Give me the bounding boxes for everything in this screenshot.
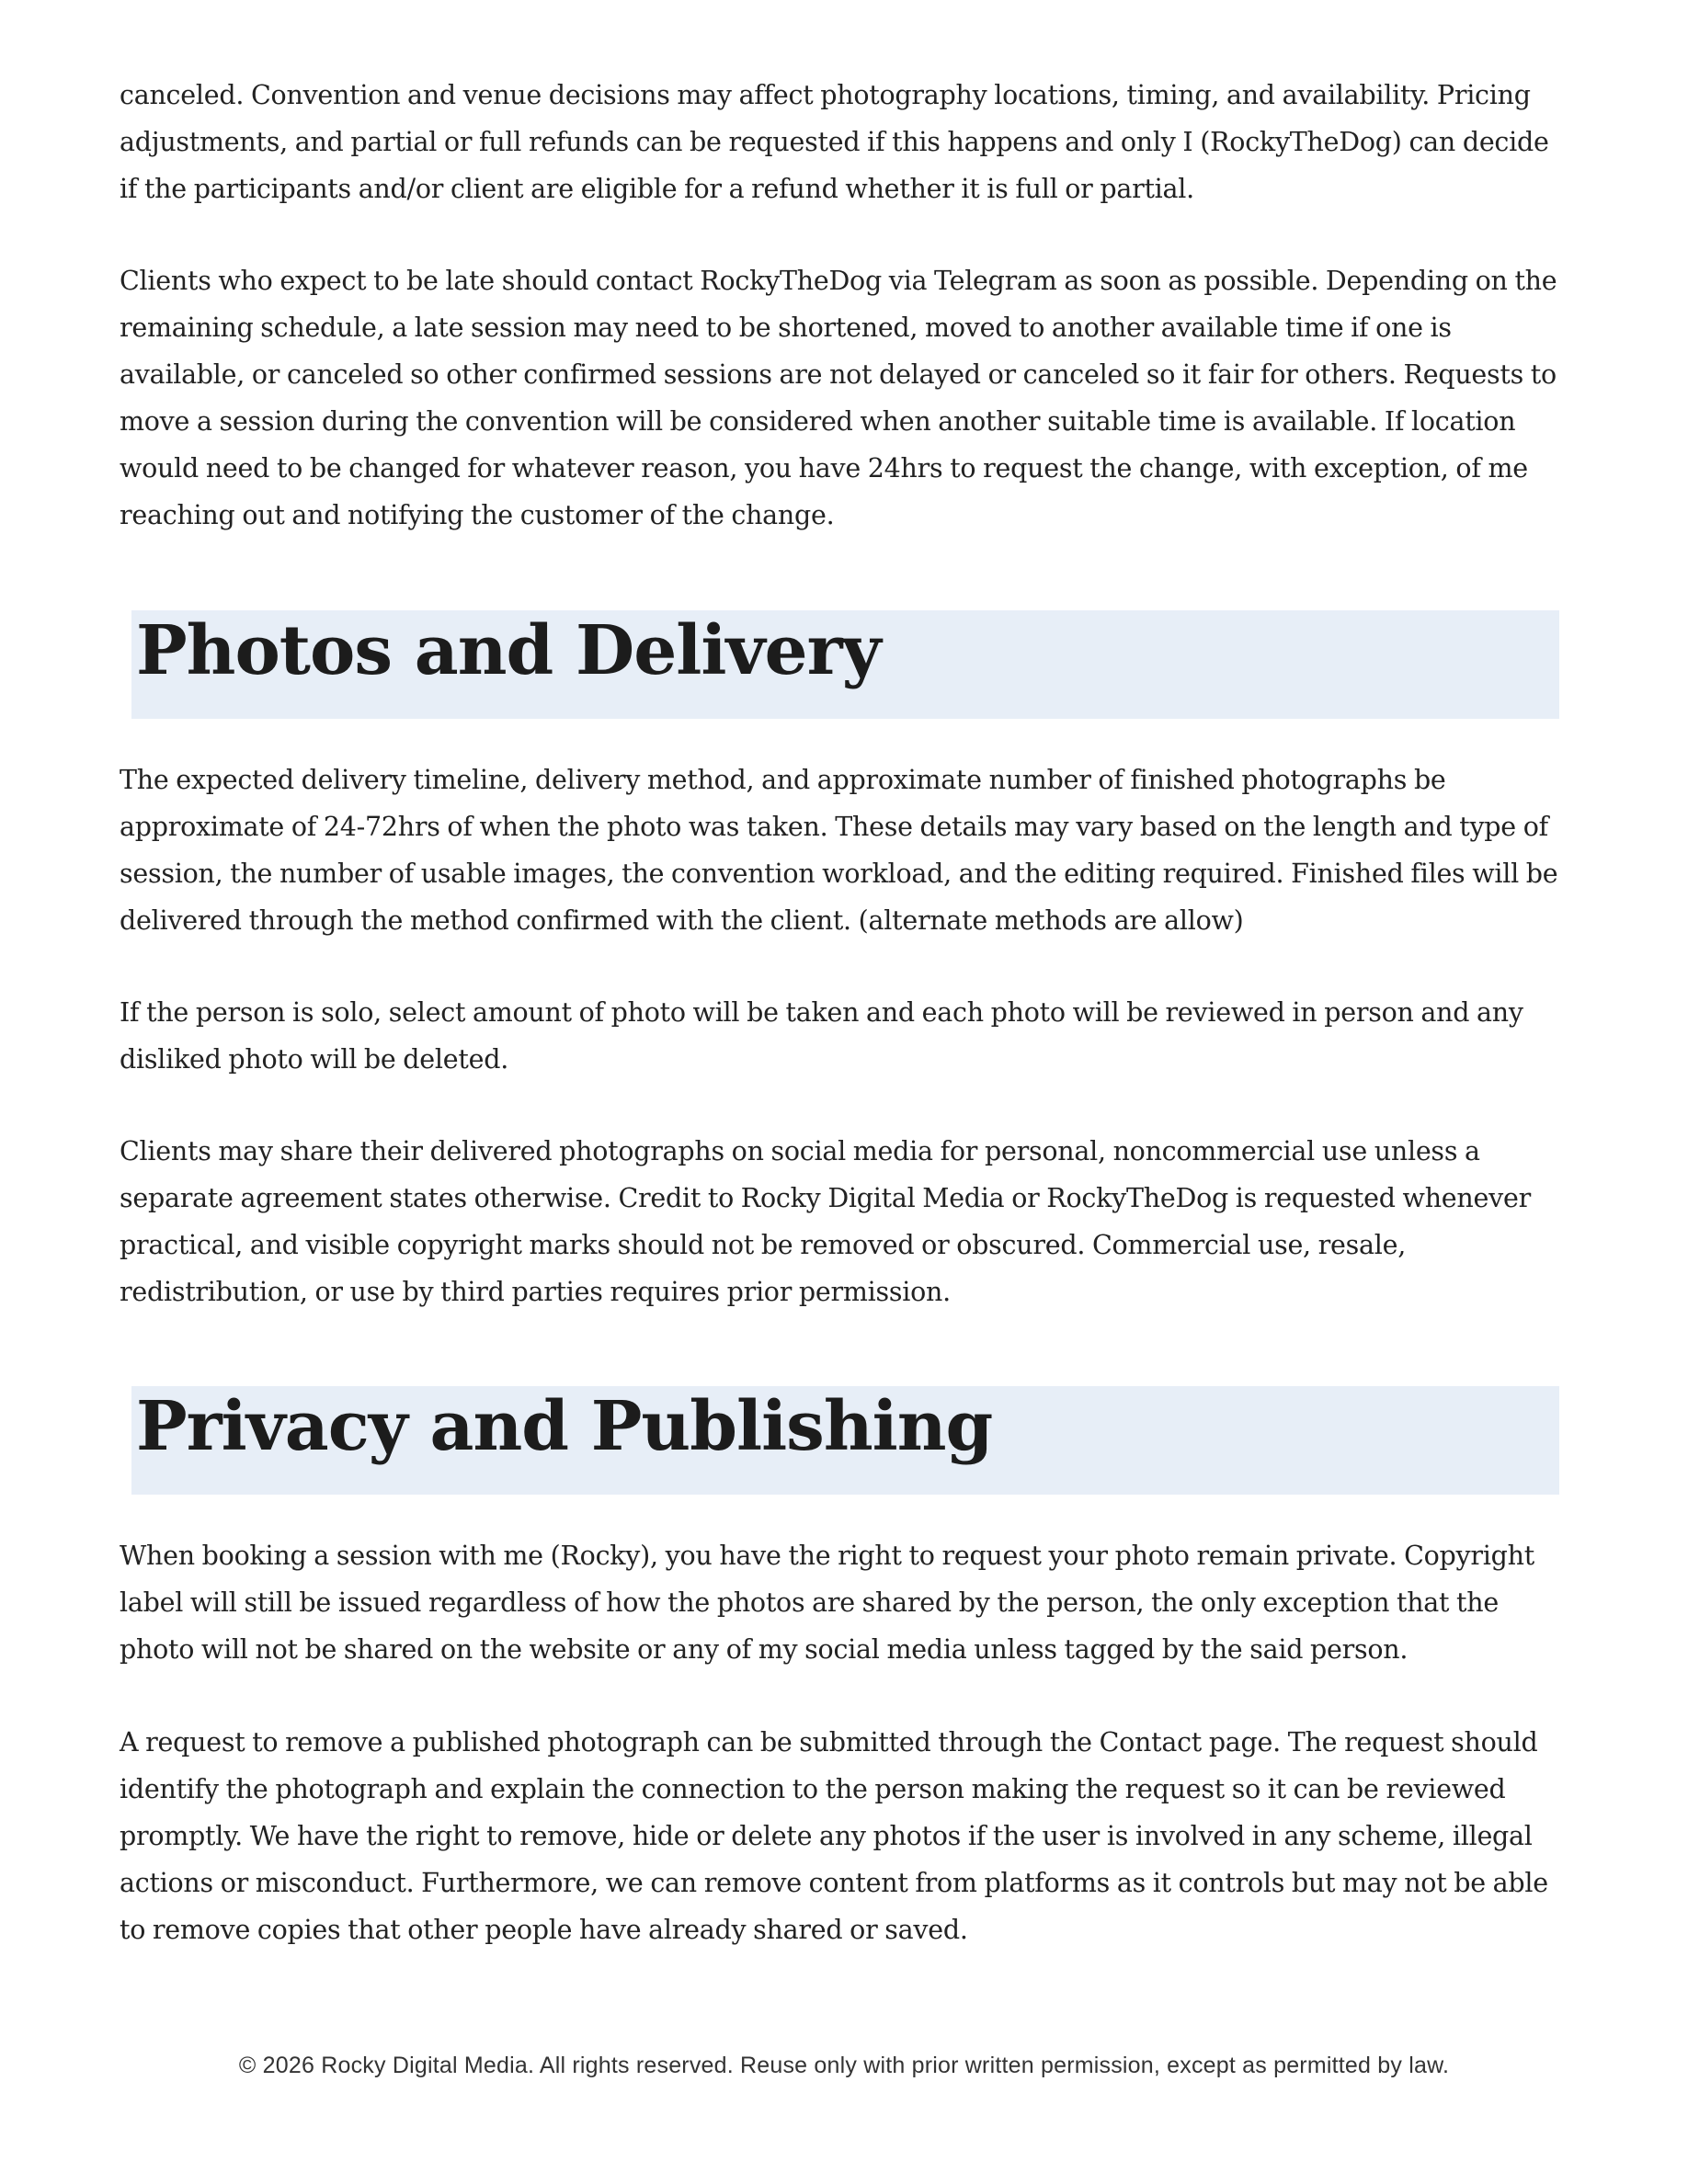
paragraph-delivery-timeline: The expected delivery timeline, delivery method, and approximate number of finished photographs be approximate of 24-72hrs of when the photo was taken. These details may vary based on the length and type of session, the number of usable images, the convention workload, and the editing required. Finished files will be delivered through the method confirmed with the client. (alternate methods are allow) (120, 765, 1558, 936)
section-heading-band-privacy-publishing (131, 1386, 1559, 1495)
section-heading-photos-delivery: Photos and Delivery (136, 611, 881, 690)
intro-paragraph-refunds: canceled. Convention and venue decisions may affect photography locations, timing, and availability. Pricing adjustments, and partial or full refunds can be requested if this happens and only I (RockyTheDog) can decide if the participants and/or client are eligible for a refund whether it is full or partial. (120, 80, 1549, 204)
paragraph-private-request: When booking a session with me (Rocky), you have the right to request your photo remain private. Copyright label will still be issued regardless of how the photos are shared by the person, the only exception that the photo will not be shared on the website or any of my social media unless tagged by the said person. (120, 1541, 1534, 1665)
section-heading-band-photos-delivery (131, 610, 1559, 719)
paragraph-sharing-rights: Clients may share their delivered photographs on social media for personal, noncommercial use unless a separate agreement states otherwise. Credit to Rocky Digital Media or RockyTheDog is requested whenever practical, and visible copyright marks should not be removed or obscured. Commercial use, resale, redistribution, or use by third parties requires prior permission. (120, 1136, 1531, 1307)
copyright-footer: © 2026 Rocky Digital Media. All rights reserved. Reuse only with prior written permission, except as permitted by law. (238, 2053, 1450, 2078)
intro-paragraph-late-arrival: Clients who expect to be late should contact RockyTheDog via Telegram as soon as possible. Depending on the remaining schedule, a late session may need to be shortened, moved to another available time if one is available, or canceled so other confirmed sessions are not delayed or canceled so it fair for others. Requests to move a session during the convention will be considered when another suitable time is available. If location would need to be changed for whatever reason, you have 24hrs to request the change, with exception, of me reaching out and notifying the customer of the change. (120, 266, 1557, 530)
paragraph-solo-sessions: If the person is solo, select amount of photo will be taken and each photo will be reviewed in person and any disliked photo will be deleted. (120, 997, 1523, 1075)
section-heading-privacy-publishing: Privacy and Publishing (136, 1387, 993, 1466)
paragraph-removal-request: A request to remove a published photograph can be submitted through the Contact page. The request should identify the photograph and explain the connection to the person making the request so it can be reviewed promptly. We have the right to remove, hide or delete any photos if the user is involved in any scheme, illegal actions or misconduct. Furthermore, we can remove content from platforms as it controls but may not be able to remove copies that other people have already shared or saved. (120, 1727, 1548, 1945)
